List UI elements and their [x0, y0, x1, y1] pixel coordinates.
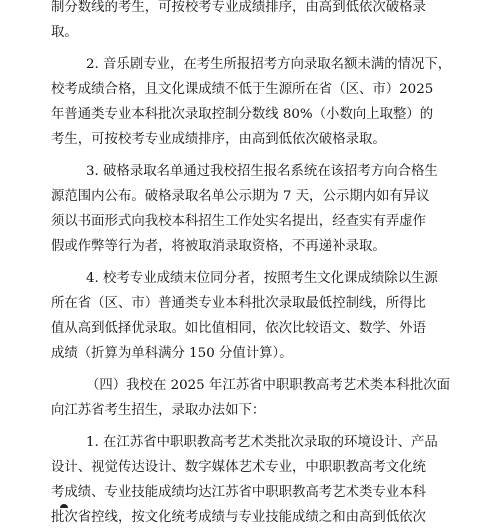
text-line: 值从高到低择优录取。如比值相同，依次比较语文、数学、外语 [51, 321, 426, 336]
text-line: 批次省控线，按文化统考成绩与专业技能成绩之和由高到低依次 [51, 510, 426, 525]
cut-off-glyph [60, 504, 68, 508]
text-line: 向江苏省考生招生，录取办法如下： [51, 403, 266, 418]
text-line: 1. 在江苏省中职职教高考艺术类批次录取的环境设计、产品 [86, 435, 438, 450]
text-line: 4. 校考专业成绩末位同分者，按照考生文化课成绩除以生源 [86, 271, 438, 286]
text-line: 3. 破格录取名单通过我校招生报名系统在该招考方向合格生 [86, 164, 438, 179]
text-line: 假或作弊等行为者，将被取消录取资格，不再递补录取。 [51, 239, 386, 254]
text-line: 考成绩、专业技能成绩均达江苏省中职职教高考艺术类专业本科 [51, 485, 426, 500]
text-line: 取。 [51, 25, 78, 40]
text-line: 所在省（区、市）普通类专业本科批次录取最低控制线，所得比 [51, 296, 426, 311]
text-line: 2. 音乐剧专业，在考生所报招考方向录取名额未满的情况下， [86, 57, 452, 72]
text-line: 制分数线的考生，可按校考专业成绩排序，由高到低依次破格录 [51, 0, 426, 15]
text-line: 须以书面形式向我校本科招生工作处实名提出，经查实有弄虚作 [51, 214, 426, 229]
text-line: 源范围内公布。破格录取名单公示期为 7 天，公示期内如有异议 [51, 189, 430, 204]
text-line: 校考成绩合格，且文化课成绩不低于生源所在省（区、市）2025 [51, 82, 434, 97]
text-line: 年普通类专业本科批次录取控制分数线 80%（小数向上取整）的 [51, 107, 434, 122]
text-line: （四）我校在 2025 年江苏省中职职教高考艺术类本科批次面 [86, 378, 450, 393]
text-line: 成绩（折算为单科满分 150 分值计算）。 [51, 346, 293, 361]
text-line: 考生，可按校考专业成绩排序，由高到低依次破格录取。 [51, 132, 386, 147]
text-line: 设计、视觉传达设计、数字媒体艺术专业，中职职教高考文化统 [51, 460, 426, 475]
